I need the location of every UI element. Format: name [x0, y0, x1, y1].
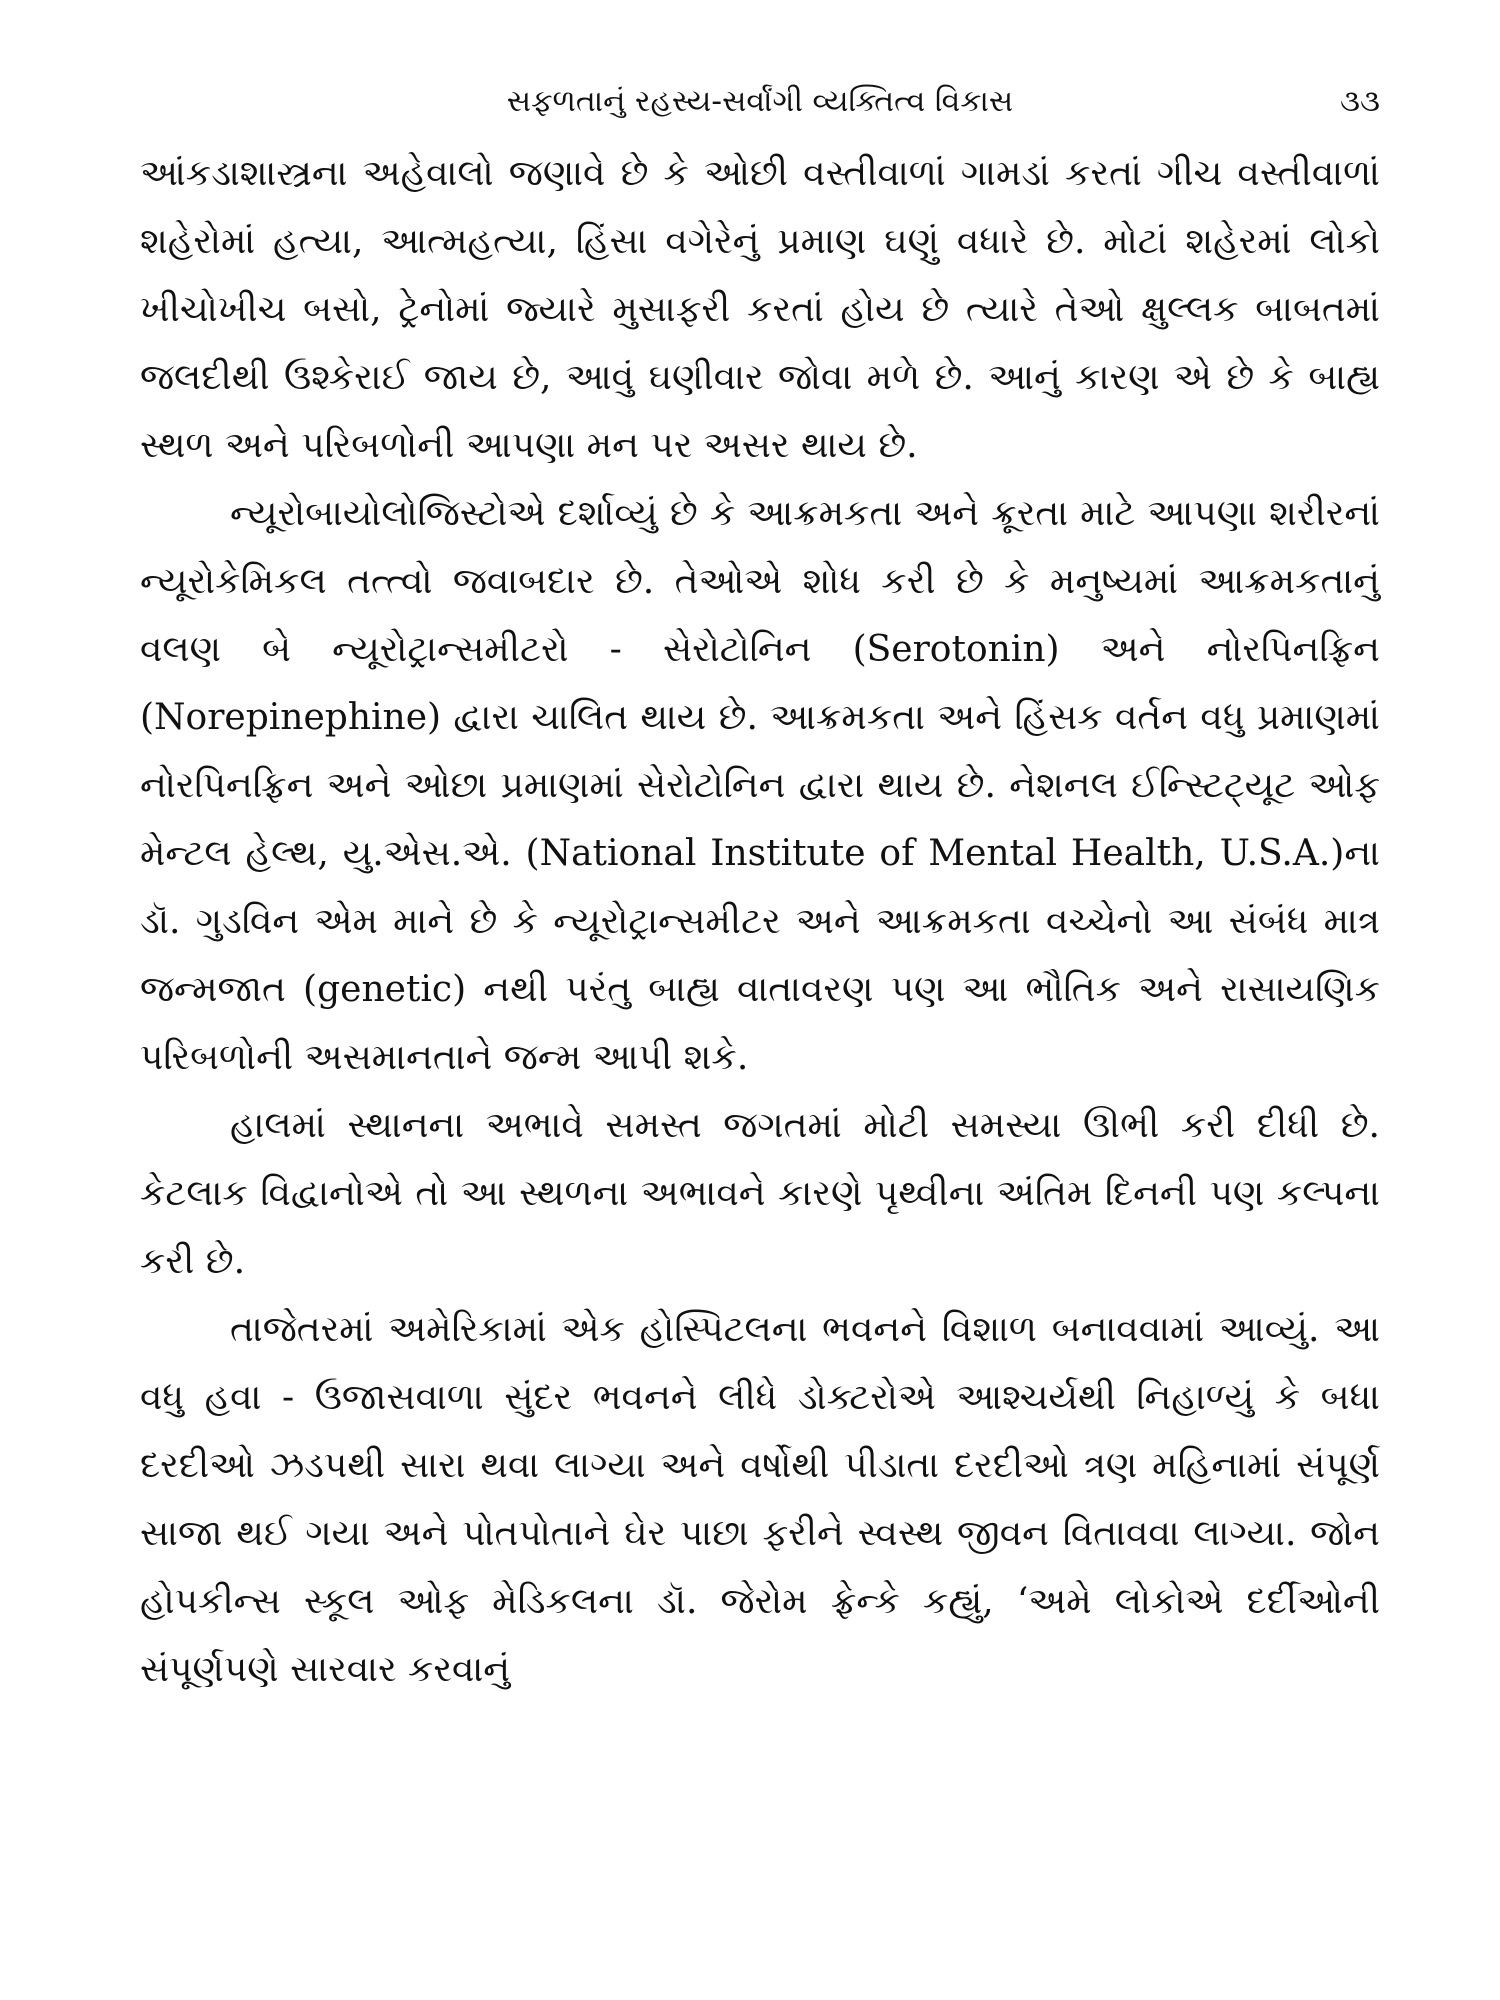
body-text — [140, 140, 1380, 1704]
paragraph-3: હાલમાં સ્થાનના અભાવે સમસ્ત જગતમાં મોટી સમસ્યા ઊભી કરી દીધી છે. કેટલાક વિદ્વાનોએ તો આ સ્થળના અભાવને કારણે પૃથ્વીના અંતિમ દિનની પણ કલ્પના કરી છે. — [140, 1105, 1380, 1282]
running-header — [140, 72, 1380, 132]
paragraph-1: આંકડાશાસ્ત્રના અહેવાલો જણાવે છે કે ઓછી વસ્તીવાળાં ગામડાં કરતાં ગીચ વસ્તીવાળાં શહેરોમાં હત્યા, આત્મહત્યા, હિંસા વગેરેનું પ્રમાણ ઘણું વધારે છે. મોટાં શહેરમાં લોકો ખીચોખીચ બસો, ટ્રેનોમાં જ્યારે મુસાફરી કરતાં હોય છે ત્યારે તેઓ ક્ષુલ્લક બાબતમાં જલદીથી ઉશ્કેરાઈ જાય છે, આવું ઘણીવાર જોવા મળે છે. આનું કારણ એ છે કે બાહ્ય સ્થળ અને પરિબળોની આપણા મન પર અસર થાય છે. — [140, 153, 1380, 466]
paragraph-4: તાજેતરમાં અમેરિકામાં એક હોસ્પિટલના ભવનને વિશાળ બનાવવામાં આવ્યું. આ વધુ હવા - ઉજાસવાળા સુંદર ભવનને લીધે ડોક્ટરોએ આશ્ચર્યથી નિહાળ્યું કે બધા દરદીઓ ઝડપથી સારા થવા લાગ્યા અને વર્ષોથી પીડાતા દરદીઓ ત્રણ મહિનામાં સંપૂર્ણ સાજા થઈ ગયા અને પોતપોતાને ઘેર પાછા ફરીને સ્વસ્થ જીવન વિતાવવા લાગ્યા. જોન હોપકીન્સ સ્કૂલ ઓફ મેડિકલના ડૉ. જેરોમ ફ્રેન્કે કહ્યું, ‘અમે લોકોએ દર્દીઓની સંપૂર્ણપણે સારવાર કરવાનું — [140, 1309, 1380, 1690]
page-number: ૩૩ — [1340, 84, 1380, 119]
paragraph-2: ન્યૂરોબાયોલોજિસ્ટોએ દર્શાવ્યું છે કે આક્રમકતા અને ક્રૂરતા માટે આપણા શરીરનાં ન્યૂરોકેમિકલ તત્ત્વો જવાબદાર છે. તેઓએ શોધ કરી છે કે મનુષ્યમાં આક્રમકતાનું વલણ બે ન્યૂરોટ્રાન્સમીટરો - સેરોટોનિન (Serotonin) અને નોરપિનફ્રિન (Norepinephine) દ્વારા ચાલિત થાય છે. આક્રમકતા અને હિંસક વર્તન વધુ પ્રમાણમાં નોરપિનફ્રિન અને ઓછા પ્રમાણમાં સેરોટોનિન દ્વારા થાય છે. નેશનલ ઈન્સ્ટિટ્યૂટ ઓફ મેન્ટલ હેલ્થ, યુ.એસ.એ. (National Institute of Mental Health, U.S.A.)ના ડૉ. ગુડવિન એમ માને છે કે ન્યૂરોટ્રાન્સમીટર અને આક્રમકતા વચ્ચેનો આ સંબંધ માત્ર જન્મજાત (genetic) નથી પરંતુ બાહ્ય વાતાવરણ પણ આ ભૌતિક અને રાસાયણિક પરિબળોની અસમાનતાને જન્મ આપી શકે. — [140, 493, 1380, 1078]
running-header-title: સફળતાનું રહસ્ય-સર્વાંગી વ્યક્તિત્વ વિકાસ — [506, 84, 1014, 119]
